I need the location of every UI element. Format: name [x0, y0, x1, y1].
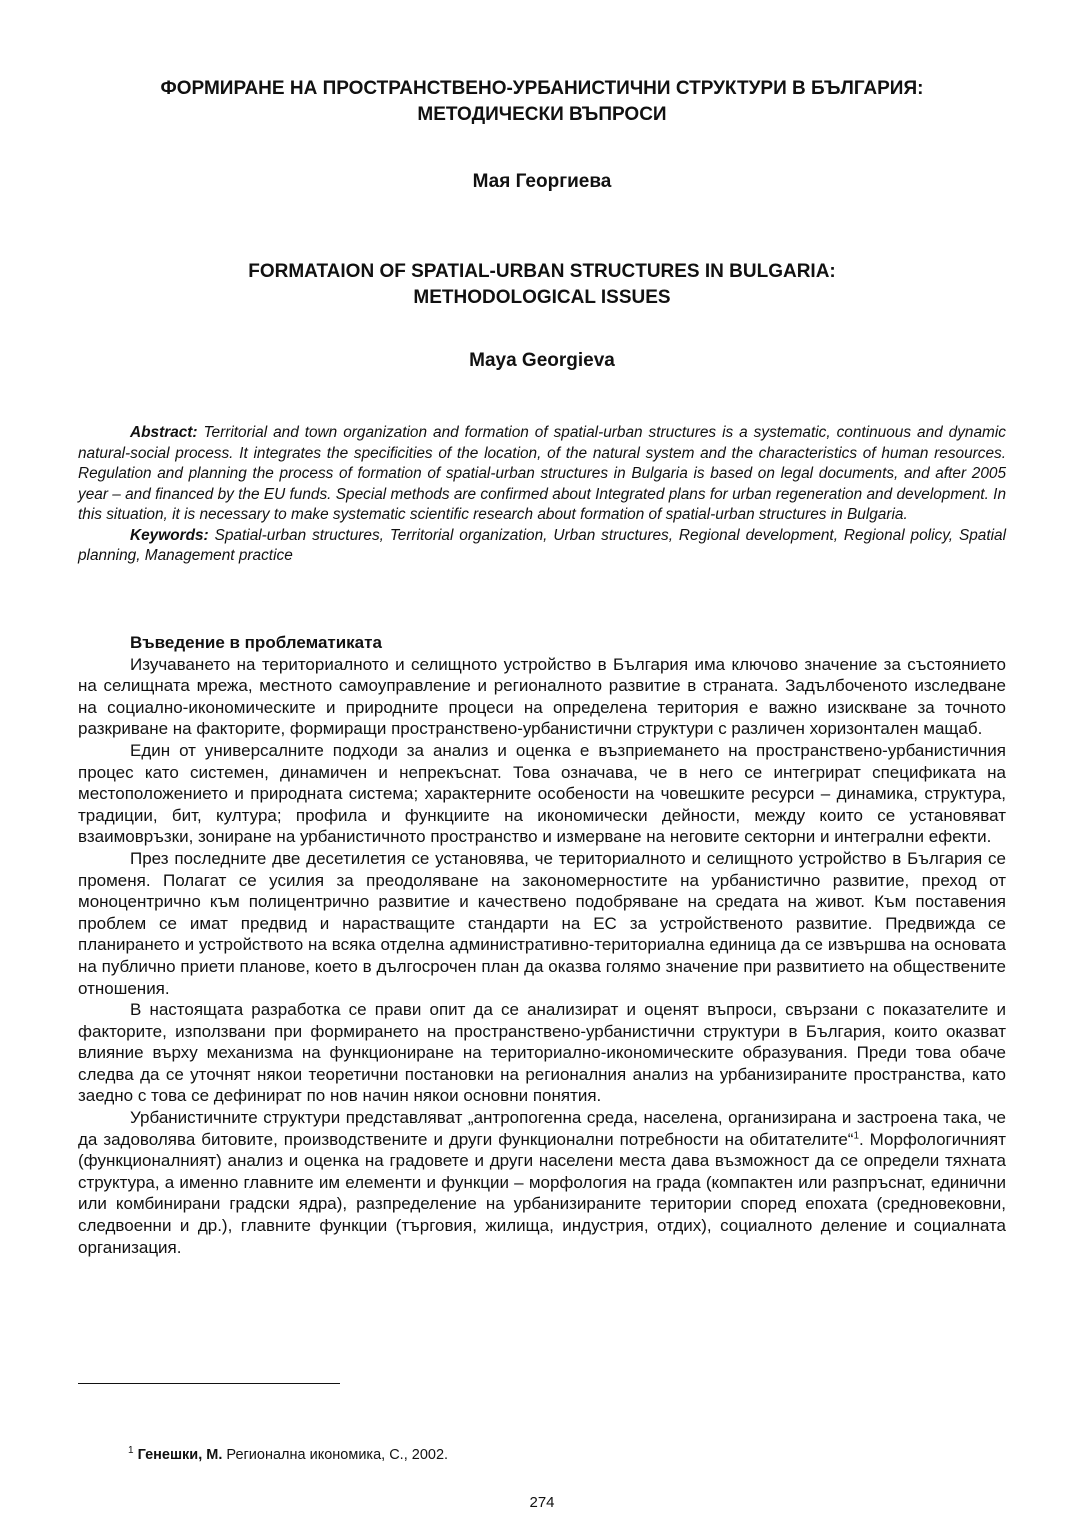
section-heading: Въведение в проблематиката [130, 633, 382, 652]
title-english-line-1: FORMATAION OF SPATIAL-URBAN STRUCTURES IN BULGARIA: [248, 261, 836, 282]
abstract-text: Territorial and town organization and formation of spatial-urban structures is a systematic, continuous and dynamic natural-social process. It integrates the specificities of the location, of the natural system and the characteristics of human resources. Regulation and planning the process of formation of spatial-urban structures in Bulgaria is based on legal documents, and after 2005 year – and financed by the EU funds. Special methods are confirmed about Integrated plans for urban regeneration and development. In this situation, it is necessary to make systematic scientific research about formation of spatial-urban structures in Bulgaria. [78, 424, 1006, 523]
abstract-paragraph [78, 423, 1006, 526]
body-paragraph-5-part-b: . Морфологичният (функционалният) анализ и оценка на градовете и други населени места дава възможност да се определи тяхната структура, а именно главните им елементи и функции – морфология на града (компактен или разпръснат, единични или комбинирани градски ядра), разпределение на урбанизираните територии според епохата (средновековни, следвоенни и др.), главните функции (търговия, жилища, индустрия, отдих), социалното деление и социалната организация. [78, 1129, 1006, 1257]
title-bulgarian [78, 76, 1006, 128]
keywords-label: Keywords: [130, 526, 209, 544]
abstract-label: Abstract: [130, 424, 198, 441]
body-paragraph-1: Изучаването на териториалното и селищното устройство в България има ключово значение за състоянието на селищната мрежа, местното самоуправление и регионалното развитие в страната. Задълбоченото изследване на социално-икономическите и природните процеси на определена територия е важно изискване за точното разкриване на факторите, формиращи пространствено-урбанистични структури с различен хоризонтален мащаб. [78, 654, 1006, 739]
body-paragraph-5-part-a: Урбанистичните структури представляват „антропогенна среда, населена, организирана и застроена така, че да задоволява битовите, производствените и други функционални потребности на обитателите“ [78, 1108, 1006, 1149]
keywords-paragraph [78, 526, 1006, 567]
footnote-divider [78, 1383, 340, 1384]
keywords-text: Spatial-urban structures, Territorial organization, Urban structures, Regional development, Regional policy, Spatial planning, Management practice [78, 526, 1007, 564]
title-english-line-2: METHODOLOGICAL ISSUES [413, 287, 671, 308]
title-bulgarian-line-1: ФОРМИРАНЕ НА ПРОСТРАНСТВЕНО-УРБАНИСТИЧНИ СТРУКТУРИ В БЪЛГАРИЯ: [160, 78, 924, 99]
author-bulgarian: Мая Георгиева [472, 171, 612, 192]
author-english: Maya Georgieva [469, 350, 615, 371]
footnote-mark: 1 [128, 1445, 134, 1457]
main-text [78, 632, 1006, 1258]
body-paragraph-4: В настоящата разработка се прави опит да се анализират и оценят въпроси, свързани с показателите и факторите, използвани при формирането на пространствено-урбанистични структури в България, които оказват влияние върху механизма на функциониране на териториално-икономическите образувания. Преди това обаче следва да се уточнят някои теоретични постановки на регионалния анализ на урбанизираните пространства, като заедно с това се дефинират по нов начин някои основни понятия. [78, 1000, 1006, 1106]
abstract-block [78, 423, 1006, 567]
footnote-text: Регионална икономика, С., 2002. [226, 1447, 449, 1463]
title-bulgarian-line-2: МЕТОДИЧЕСКИ ВЪПРОСИ [417, 104, 667, 125]
footnote-author: Генешки, М. [137, 1447, 223, 1463]
footnote-reference[interactable]: 1 [853, 1130, 859, 1141]
body-paragraph-5 [78, 1107, 1006, 1258]
body-paragraph-3: През последните две десетилетия се установява, че териториалното и селищното устройство в България се променя. Полагат се усилия за преодоляване на закономерностите на урбанистично развитие, преход от моноцентрично към полицентрично развитие и качествено подобряване на средата на живот. Към поставения проблем се имат предвид и нарастващите стандарти на ЕС за устройственото развитие. Предвижда се планирането и устройството на всяка отделна административно-териториална единица да се извършва на основата на публично приети планове, което в дългосрочен план да оказва голямо значение при развитието на обществените отношения. [78, 848, 1006, 998]
footnote [128, 1446, 448, 1464]
body-paragraph-2: Един от универсалните подходи за анализ и оценка е възприемането на пространствено-урбанистичния процес като системен, динамичен и непрекъснат. Това означава, че в него се интегрират спецификата на местоположението и природната система; характерните особености на човешките ресурси – динамика, структура, традиции, бит, култура; профила и функциите на икономически дейности, между които се установяват взаимовръзки, зониране на урбанистичното пространство и измерване на неговите секторни и интегрални ефекти. [78, 740, 1006, 847]
title-english [78, 259, 1006, 311]
page-number: 274 [529, 1494, 555, 1511]
